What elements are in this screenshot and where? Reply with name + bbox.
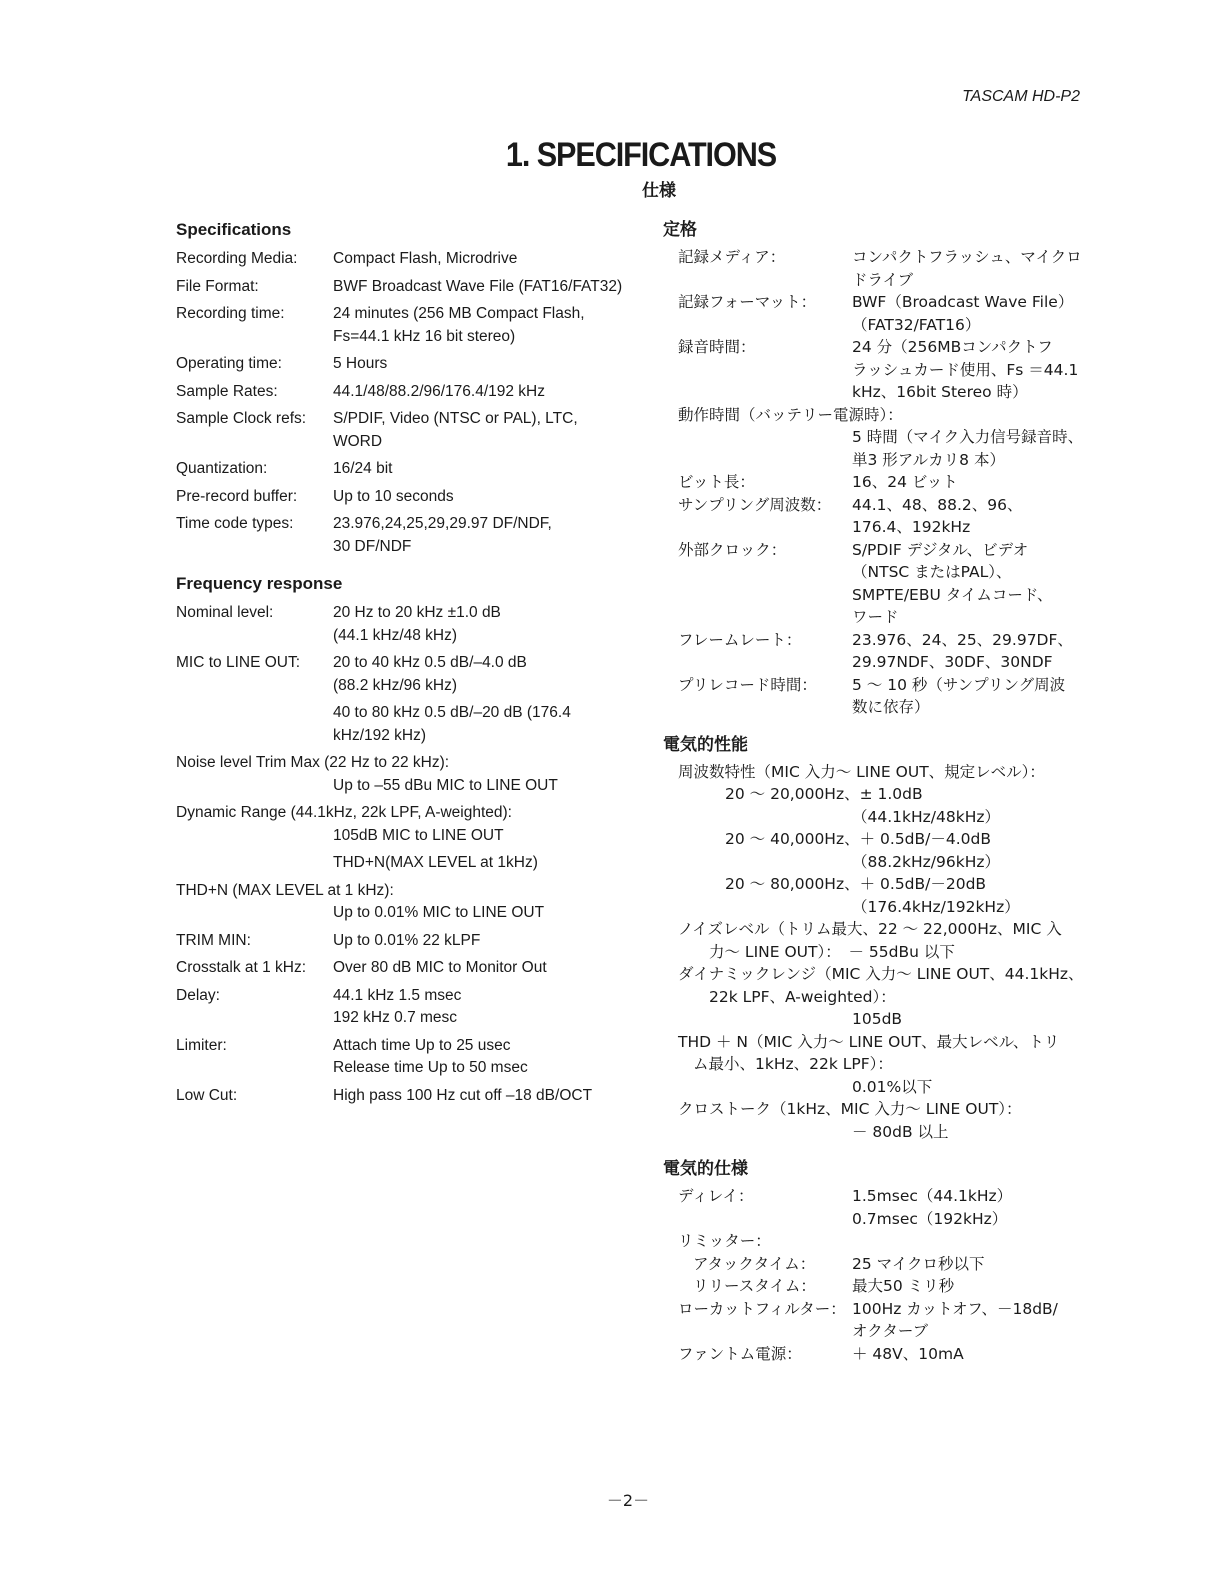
jp-spec-row	[663, 674, 1108, 719]
jp-spec-row	[663, 539, 1108, 629]
spec-label: フレームレート：	[678, 630, 802, 649]
jp-row-delay	[663, 1185, 1108, 1230]
spec-value-line: High pass 100 Hz cut off –18 dB/OCT	[333, 1086, 593, 1104]
spec-value-line: 23.976、24、25、29.97DF、	[852, 630, 1073, 649]
jp-freq-line-1: 20 ～ 20,000Hz、± 1.0dB	[725, 785, 923, 803]
spec-value	[333, 1085, 626, 1108]
spec-value-line: コンパクトフラッシュ、マイクロ	[852, 248, 1082, 266]
spec-label: 記録フォーマット：	[678, 293, 817, 311]
spec-value-line: 最大50 ミリ秒	[852, 1277, 955, 1295]
spec-label: Nominal level:	[176, 604, 274, 621]
spec-label-noise: Noise level Trim Max (22 Hz to 22 kHz):	[176, 754, 450, 771]
spec-label: 記録メディア：	[678, 248, 786, 266]
spec-label: Sample Clock refs:	[176, 410, 307, 427]
spec-label: ビット長：	[678, 473, 755, 491]
spec-value-noise: Up to –55 dBu MIC to LINE OUT	[333, 776, 558, 794]
jp-crosstalk-line-2: － 80dB 以上	[852, 1122, 949, 1141]
spec-value-line: 16、24 ビット	[852, 473, 958, 491]
spec-value	[852, 674, 1108, 719]
spec-value	[333, 513, 626, 558]
spec-value	[333, 381, 626, 404]
spec-value-line: 192 kHz 0.7 mesc	[333, 1009, 458, 1026]
jp-noise-line-2: 力～ LINE OUT）： － 55dBu 以下	[709, 942, 955, 961]
jp-thd-line-1: THD ＋ N（MIC 入力～ LINE OUT、最大レベル、トリ	[678, 1032, 1060, 1051]
spec-value-line: 数に依存）	[852, 698, 930, 716]
spec-label: リリースタイム：	[693, 1277, 816, 1295]
spec-label: Crosstalk at 1 kHz:	[176, 959, 307, 976]
section-heading-frequency-response: Frequency response	[176, 574, 343, 593]
spec-row	[176, 486, 626, 509]
spec-value-line: Release time Up to 50 msec	[333, 1059, 528, 1076]
spec-value-line: 100Hz カットオフ、－18dB/	[852, 1299, 1058, 1318]
spec-value	[852, 1253, 1108, 1276]
jp-spec-row	[663, 246, 1108, 291]
spec-value-line: BWF Broadcast Wave File (FAT16/FAT32)	[333, 277, 623, 295]
spec-label: 録音時間：	[678, 338, 756, 356]
spec-row	[176, 303, 626, 348]
spec-value-line: 5 Hours	[333, 355, 388, 372]
jp-freq-line-3: 20 ～ 80,000Hz、＋ 0.5dB/－20dB	[725, 875, 987, 893]
spec-value-line: Fs=44.1 kHz 16 bit stereo)	[333, 327, 516, 345]
spec-value-line: 24 minutes (256 MB Compact Flash,	[333, 305, 585, 322]
jp-dr-line-1: ダイナミックレンジ（MIC 入力～ LINE OUT、44.1kHz、	[678, 965, 1084, 983]
jp-spec-list-3	[663, 1298, 1108, 1366]
spec-label-thd: THD+N (MAX LEVEL at 1 kHz):	[176, 881, 394, 899]
spec-value	[852, 1298, 1108, 1343]
jp-spec-row	[663, 471, 1108, 494]
spec-value-line: S/PDIF, Video (NTSC or PAL), LTC,	[333, 410, 578, 427]
jp-label-frequency: 周波数特性（MIC 入力～ LINE OUT、規定レベル）：	[678, 762, 1045, 781]
spec-label: 外部クロック：	[678, 540, 787, 559]
spec-row	[176, 276, 626, 299]
spec-value-line: 30 DF/NDF	[333, 537, 412, 555]
spec-row	[176, 408, 626, 453]
spec-label: Recording Media:	[176, 250, 298, 267]
jp-value	[852, 1185, 1108, 1230]
spec-label: ファントム電源：	[678, 1344, 802, 1363]
jp-noise-line-1: ノイズレベル（トリム最大、22 ～ 22,000Hz、MIC 入	[678, 920, 1062, 938]
spec-value	[852, 494, 1108, 539]
spec-label: MIC to LINE OUT:	[176, 654, 301, 671]
spec-value-line: 44.1 kHz 1.5 msec	[333, 986, 462, 1004]
jp-freq-line-1b: （44.1kHz/48kHz）	[852, 807, 1000, 826]
jp-value-operating-time	[663, 426, 1108, 471]
spec-value-line: 23.976,24,25,29,29.97 DF/NDF,	[333, 515, 552, 532]
spec-value	[852, 471, 1108, 494]
spec-list	[176, 248, 626, 558]
spec-label: プリレコード時間：	[678, 675, 817, 694]
spec-value	[333, 248, 626, 271]
jp-value-line: 5 時間（マイク入力信号録音時、	[852, 428, 1084, 446]
spec-value-line: BWF（Broadcast Wave File）	[852, 293, 1074, 311]
spec-label: TRIM MIN:	[176, 931, 251, 949]
jp-spec-row	[663, 629, 1108, 674]
spec-label: Limiter:	[176, 1036, 227, 1054]
spec-value-line: ワード	[852, 608, 899, 626]
section-heading-electrical-specs: 電気的仕様	[663, 1159, 748, 1179]
jp-spec-row	[663, 1298, 1108, 1343]
spec-value	[333, 957, 626, 980]
spec-value	[333, 303, 626, 348]
spec-label: Low Cut:	[176, 1086, 238, 1104]
spec-row	[176, 930, 626, 953]
spec-value-line: オクターブ	[852, 1322, 929, 1340]
spec-label: Quantization:	[176, 460, 268, 477]
spec-value-dynamic-range: 105dB MIC to LINE OUT	[333, 826, 504, 844]
jp-thd-line-3: 0.01%以下	[852, 1077, 933, 1096]
jp-spec-row	[693, 1253, 1108, 1276]
jp-value-line: 1.5msec（44.1kHz）	[852, 1187, 1013, 1205]
spec-value-line: 20 to 40 kHz 0.5 dB/–4.0 dB	[333, 654, 527, 671]
spec-row	[176, 353, 626, 376]
page-subtitle: 仕様	[642, 181, 676, 201]
spec-extra-mic	[176, 702, 626, 747]
spec-value-line: ＋ 48V、10mA	[852, 1344, 964, 1363]
header-brand: TASCAM HD-P2	[962, 88, 1080, 105]
spec-value-line: 24 分（256MBコンパクトフ	[852, 338, 1053, 356]
spec-value	[852, 291, 1108, 336]
spec-value-line: S/PDIF デジタル、ビデオ	[852, 540, 1029, 559]
jp-dr-line-2: 22k LPF、A-weighted）：	[709, 987, 896, 1006]
spec-value	[333, 408, 626, 453]
spec-label: ローカットフィルター：	[678, 1299, 846, 1318]
spec-value	[333, 602, 626, 647]
spec-label: Sample Rates:	[176, 382, 278, 400]
spec-label: Recording time:	[176, 305, 285, 322]
spec-value-line: ラッシュカード使用、Fs ＝44.1	[852, 360, 1079, 379]
spec-value-line: ドライブ	[852, 270, 914, 289]
spec-value-line: 44.1/48/88.2/96/176.4/192 kHz	[333, 382, 545, 400]
spec-value	[333, 276, 626, 299]
spec-value-line: 176.4、192kHz	[852, 518, 971, 536]
section-heading-electrical-performance: 電気的性能	[663, 734, 748, 755]
spec-row-mic-to-line-out	[176, 652, 626, 697]
jp-label-limiter: リミッター：	[678, 1232, 771, 1250]
spec-value-line: （NTSC またはPAL）、	[852, 563, 1012, 581]
spec-value	[333, 353, 626, 376]
jp-crosstalk-line-1: クロストーク（1kHz、MIC 入力～ LINE OUT）：	[678, 1100, 1022, 1118]
jp-value-line: 単3 形アルカリ8 本）	[852, 450, 1005, 469]
spec-value	[852, 1343, 1108, 1366]
spec-value	[333, 930, 626, 953]
jp-dr-line-3: 105dB	[852, 1010, 903, 1028]
jp-spec-list-1	[663, 246, 1108, 404]
spec-value	[852, 1275, 1108, 1298]
page-title: 1. SPECIFICATIONS	[505, 136, 777, 174]
spec-list-tail	[176, 930, 626, 1108]
spec-value-line: 40 to 80 kHz 0.5 dB/–20 dB (176.4	[333, 704, 571, 721]
spec-value	[333, 458, 626, 481]
jp-value-line: 0.7msec（192kHz）	[852, 1209, 1008, 1228]
jp-spec-row	[663, 1343, 1108, 1366]
spec-value-line: 29.97NDF、30DF、30NDF	[852, 653, 1053, 671]
spec-label: Time code types:	[176, 515, 294, 532]
spec-value-line: Attach time Up to 25 usec	[333, 1036, 511, 1054]
jp-label-operating-time: 動作時間（バッテリー電源時）：	[678, 405, 903, 424]
spec-value-line: (88.2 kHz/96 kHz)	[333, 676, 458, 694]
spec-row	[176, 1035, 626, 1080]
spec-label-dynamic-range: Dynamic Range (44.1kHz, 22k LPF, A-weighted):	[176, 804, 512, 821]
spec-value-line: 25 マイクロ秒以下	[852, 1254, 985, 1273]
jp-limiter-list	[663, 1253, 1108, 1298]
spec-row	[176, 513, 626, 558]
spec-row	[176, 458, 626, 481]
spec-row	[176, 381, 626, 404]
spec-value-line: WORD	[333, 432, 383, 450]
spec-row	[176, 957, 626, 980]
spec-value-line: Up to 0.01% 22 kLPF	[333, 931, 481, 949]
jp-thd-line-2: ム最小、1kHz、22k LPF）：	[693, 1055, 893, 1073]
spec-value	[852, 539, 1108, 629]
jp-spec-row	[693, 1275, 1108, 1298]
page-number: －2－	[606, 1491, 650, 1510]
spec-value	[852, 629, 1108, 674]
spec-value	[333, 1035, 626, 1080]
spec-row	[176, 248, 626, 271]
spec-value-line: kHz、16bit Stereo 時）	[852, 383, 1028, 401]
spec-value	[333, 486, 626, 509]
spec-value-line: 5 ～ 10 秒（サンプリング周波	[852, 675, 1066, 694]
spec-value-line: 16/24 bit	[333, 460, 393, 477]
jp-freq-line-3b: （176.4kHz/192kHz）	[852, 897, 1020, 916]
jp-spec-row	[663, 336, 1108, 404]
jp-label: ディレイ：	[678, 1187, 754, 1205]
spec-row	[176, 1085, 626, 1108]
jp-freq-line-2b: （88.2kHz/96kHz）	[852, 852, 1000, 871]
jp-spec-row	[663, 494, 1108, 539]
japanese-specs-column	[663, 218, 1108, 1365]
spec-value	[333, 652, 626, 697]
english-specs-column	[176, 218, 626, 1112]
spec-label: アタックタイム：	[693, 1254, 816, 1273]
spec-value-line: 44.1、48、88.2、96、	[852, 495, 1023, 514]
spec-value	[333, 985, 626, 1030]
spec-value-line: Up to 10 seconds	[333, 487, 454, 505]
spec-label: サンプリング周波数：	[678, 495, 832, 514]
spec-label: Pre-record buffer:	[176, 487, 298, 505]
spec-value-line: （FAT32/FAT16）	[852, 315, 981, 334]
spec-value-line: Compact Flash, Microdrive	[333, 250, 518, 267]
spec-value-line: Over 80 dB MIC to Monitor Out	[333, 959, 547, 976]
section-heading-rating: 定格	[663, 220, 697, 240]
spec-value-dynamic-range-2: THD+N(MAX LEVEL at 1kHz)	[333, 854, 538, 871]
jp-freq-line-2: 20 ～ 40,000Hz、＋ 0.5dB/－4.0dB	[725, 830, 991, 848]
spec-value	[852, 336, 1108, 404]
spec-value-line: SMPTE/EBU タイムコード、	[852, 585, 1053, 604]
spec-value-line: (44.1 kHz/48 kHz)	[333, 626, 458, 644]
spec-label: File Format:	[176, 277, 259, 295]
jp-spec-list-2	[663, 471, 1108, 719]
spec-value-thd: Up to 0.01% MIC to LINE OUT	[333, 904, 545, 921]
spec-label: Delay:	[176, 986, 220, 1004]
jp-spec-row	[663, 291, 1108, 336]
spec-label: Operating time:	[176, 355, 282, 372]
spec-row-nominal-level	[176, 602, 626, 647]
spec-value-line: 20 Hz to 20 kHz ±1.0 dB	[333, 604, 501, 621]
spec-row	[176, 985, 626, 1030]
section-heading-specifications: Specifications	[176, 220, 292, 239]
spec-value-line: kHz/192 kHz)	[333, 726, 427, 744]
spec-value	[852, 246, 1108, 291]
